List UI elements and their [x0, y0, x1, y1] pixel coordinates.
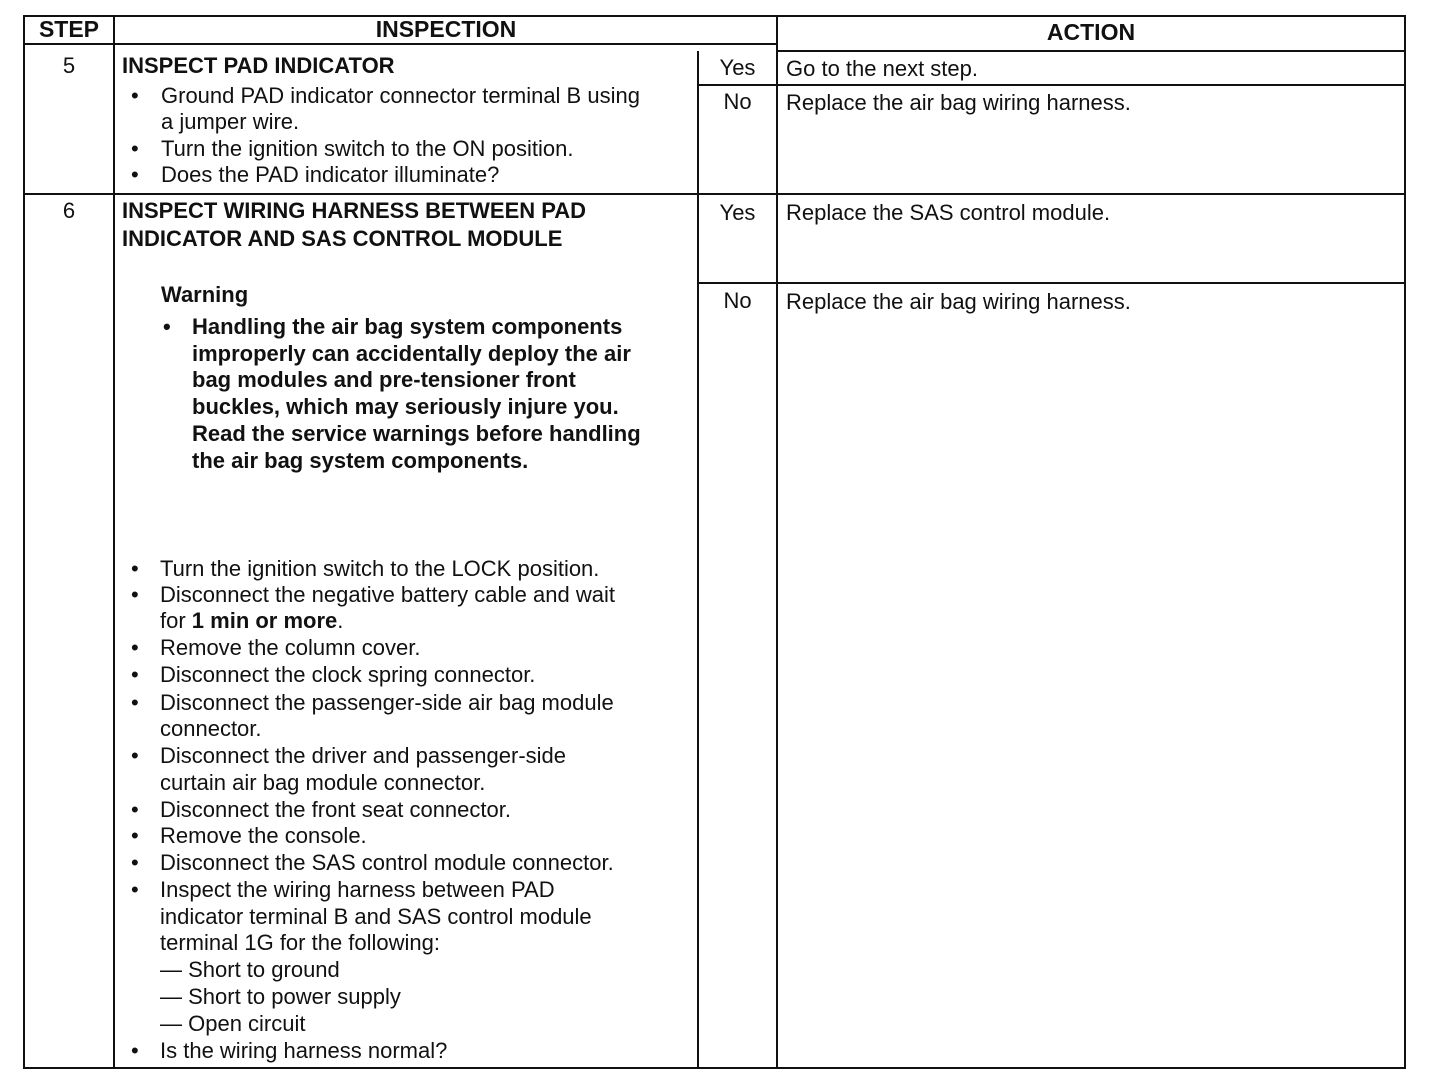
result-yes-label: Yes — [719, 200, 756, 225]
header-step: STEP — [38, 16, 100, 42]
bullet-icon: • — [131, 877, 139, 902]
action-text: Replace the SAS control module. — [786, 200, 1111, 225]
warning-text: improperly can accidentally deploy the air — [192, 341, 631, 366]
list-item: connector. — [160, 716, 262, 741]
bullet-icon: • — [163, 314, 171, 339]
list-item: Is the wiring harness normal? — [160, 1038, 448, 1063]
warning-text: Handling the air bag system components — [192, 314, 623, 339]
step-title: INSPECT WIRING HARNESS BETWEEN PAD — [122, 198, 587, 223]
bullet-icon: • — [131, 850, 139, 875]
result-yes-label: Yes — [719, 55, 756, 80]
warning-text: Read the service warnings before handling — [192, 421, 641, 446]
action-text: Go to the next step. — [786, 56, 979, 81]
bullet-icon: • — [131, 662, 139, 687]
bullet-icon: • — [131, 690, 139, 715]
list-item: Does the PAD indicator illuminate? — [161, 162, 500, 187]
bullet-icon: • — [131, 823, 139, 848]
list-item: Inspect the wiring harness between PAD — [160, 877, 555, 902]
bullet-icon: • — [131, 797, 139, 822]
header-action: ACTION — [1046, 19, 1136, 45]
bullet-icon: • — [131, 556, 139, 581]
bullet-icon: • — [131, 635, 139, 660]
list-item: Disconnect the SAS control module connector. — [160, 850, 614, 875]
warning-text: bag modules and pre-tensioner front — [192, 367, 576, 392]
bullet-icon: • — [131, 162, 139, 187]
sub-item: — Open circuit — [160, 1011, 306, 1036]
bullet-icon: • — [131, 83, 139, 108]
list-item: terminal 1G for the following: — [160, 930, 441, 955]
bullet-icon: • — [131, 1038, 139, 1063]
list-item: Disconnect the driver and passenger-side — [160, 743, 567, 768]
list-item: Disconnect the passenger-side air bag module — [160, 690, 614, 715]
warning-text: the air bag system components. — [192, 448, 529, 473]
warning-title: Warning — [161, 282, 249, 307]
list-item — [160, 607, 343, 634]
result-no-label: No — [723, 288, 752, 313]
list-item: Ground PAD indicator connector terminal B using — [161, 83, 640, 108]
text-run: for — [160, 608, 192, 633]
list-item: Turn the ignition switch to the LOCK position. — [160, 556, 600, 581]
result-no-label: No — [723, 89, 752, 114]
bullet-icon: • — [131, 582, 139, 607]
list-item: curtain air bag module connector. — [160, 770, 486, 795]
action-text: Replace the air bag wiring harness. — [786, 90, 1131, 115]
action-text: Replace the air bag wiring harness. — [786, 289, 1131, 314]
list-item: Remove the console. — [160, 823, 367, 848]
step-number: 6 — [62, 198, 76, 223]
step-title: INDICATOR AND SAS CONTROL MODULE — [122, 226, 563, 251]
list-item: a jumper wire. — [161, 109, 300, 134]
list-item: indicator terminal B and SAS control module — [160, 904, 592, 929]
list-item: Remove the column cover. — [160, 635, 421, 660]
sub-item: — Short to ground — [160, 957, 340, 982]
bullet-icon: • — [131, 743, 139, 768]
list-item: Disconnect the front seat connector. — [160, 797, 511, 822]
list-item: Turn the ignition switch to the ON position. — [161, 136, 574, 161]
sub-item: — Short to power supply — [160, 984, 401, 1009]
emphasis-text: 1 min or more — [191, 608, 338, 633]
header-inspection: INSPECTION — [375, 16, 517, 42]
step-title: INSPECT PAD INDICATOR — [122, 53, 395, 78]
step-number: 5 — [62, 53, 76, 78]
list-item: Disconnect the clock spring connector. — [160, 662, 536, 687]
bullet-icon: • — [131, 136, 139, 161]
text-run: . — [337, 608, 344, 633]
list-item: Disconnect the negative battery cable and wait — [160, 582, 615, 607]
warning-text: buckles, which may seriously injure you. — [192, 394, 619, 419]
